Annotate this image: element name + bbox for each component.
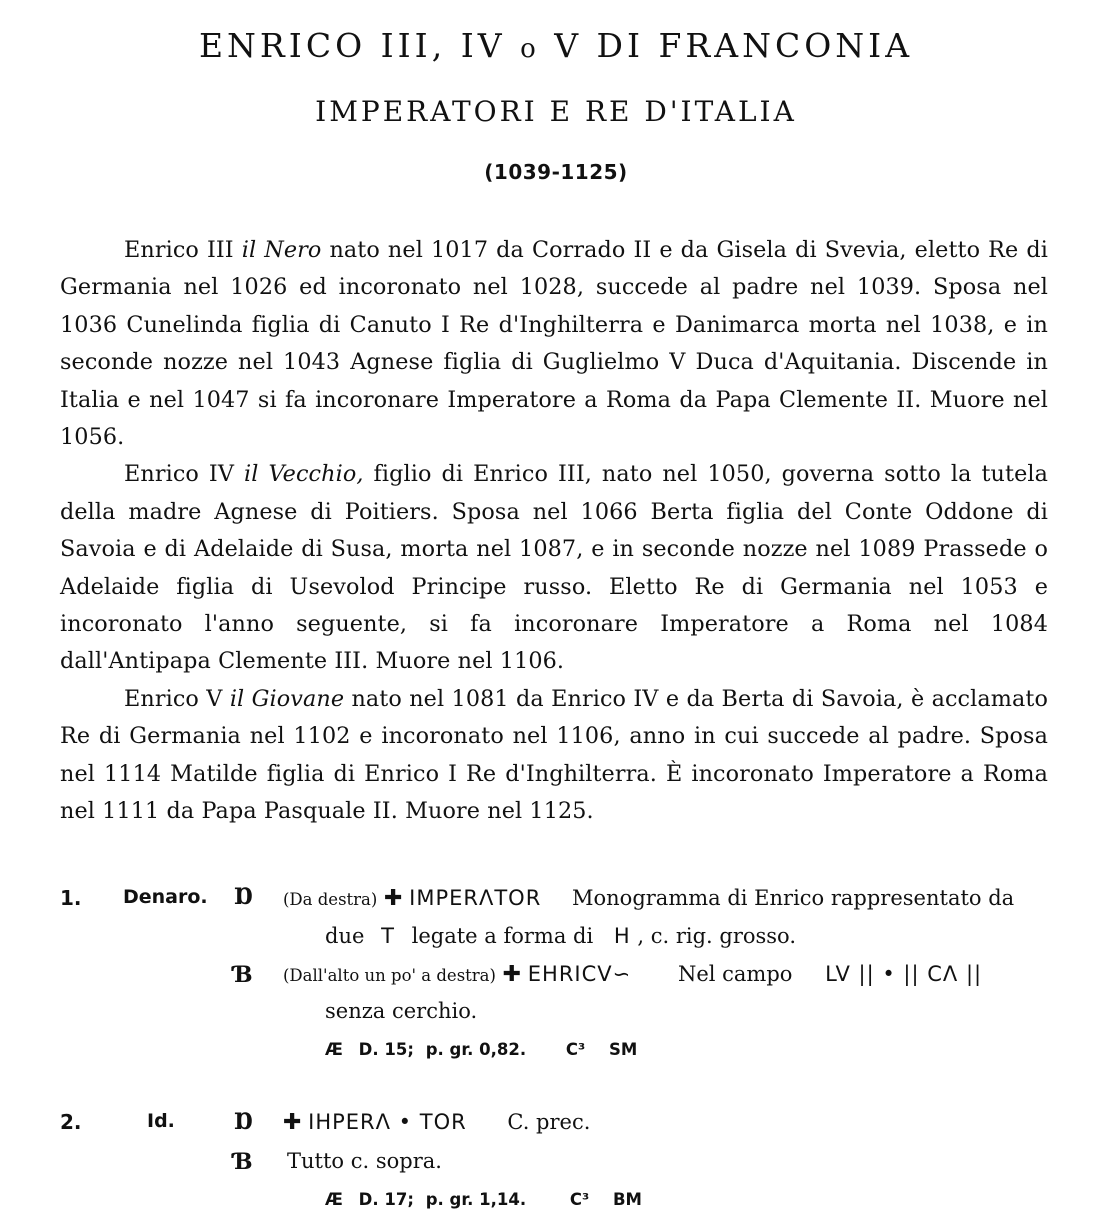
cross-icon: ✚ [502, 962, 522, 987]
reverse-note: (Dall'alto un po' a destra) [283, 966, 496, 985]
paragraph-enrico-v [60, 681, 1048, 831]
italic-epithet: il Vecchio, [244, 461, 364, 488]
text-segment: due [325, 924, 365, 948]
weight: p. gr. 0,82. [425, 1040, 527, 1059]
reverse-symbol: Ɓ [234, 962, 253, 988]
date-range: (1039-1125) [484, 160, 628, 184]
text-segment: Enrico III [124, 237, 242, 263]
text-segment: figlio di Enrico III, nato nel 1050, governa sotto la tutela della madre Agnese di Poitiers. Sposa nel 1066 Berta figlia del Conte Oddone di Savoia e di Adelaide di Susa, morta nel 1087, e in seconde nozze nel 1089 Prassede o Adelaide figlia di Usevolod Principe russo. Eletto Re di Germania nel 1053 e incoronato l'anno seguente, si fa incoronare Imperatore a Roma nel 1084 dall'Antipapa Clemente III. Muore nel 1106. [60, 461, 1048, 675]
entry-number: 1. [60, 886, 82, 910]
obverse-symbol: Ɒ [234, 884, 253, 910]
letter-t: T [381, 924, 395, 948]
obverse-line-1 [283, 1110, 590, 1135]
italic-epithet: il Nero [241, 237, 322, 263]
entry-number: 2. [60, 1110, 82, 1134]
text-segment: legate a forma di [411, 924, 594, 948]
diameter: D. 15; [358, 1040, 414, 1059]
biography-text [60, 232, 1048, 831]
reverse-line-1 [283, 962, 982, 987]
coin-metadata [325, 1040, 637, 1059]
obverse-line-1 [283, 886, 1014, 911]
obverse-description: Monogramma di Enrico rappresentato da [572, 886, 1015, 910]
obverse-symbol: Ɒ [234, 1109, 253, 1135]
title-part2: V DI FRANCONIA [554, 26, 914, 65]
coin-metadata [325, 1190, 642, 1209]
entry-name: Id. [147, 1110, 175, 1132]
title-conjunction: o [520, 34, 540, 64]
italic-epithet: il Giovane [229, 685, 345, 712]
text-segment: Enrico IV [124, 461, 245, 488]
reverse-symbol: Ɓ [234, 1149, 253, 1175]
reverse-line-1: Tutto c. sopra. [287, 1149, 442, 1173]
obverse-legend: IHPERΛ • TOR [308, 1110, 467, 1134]
collection: SM [608, 1040, 638, 1059]
title-part1: ENRICO III, IV [198, 26, 506, 65]
rarity: C³ [569, 1190, 590, 1209]
text-segment: nato nel 1017 da Corrado II e da Gisela di Svevia, eletto Re di Germania nel 1026 ed incoronato nel 1028, succede al padre nel 1039. Sposa nel 1036 Cunelinda figlia di Canuto I Re d'Inghilterra e Danimarca morta nel 1038, e in seconde nozze nel 1043 Agnese figlia di Guglielmo V Duca d'Aquitania. Discende in Italia e nel 1047 si fa incoronare Imperatore a Roma da Papa Clemente II. Muore nel 1056. [60, 237, 1048, 451]
field-label: Nel campo [677, 962, 793, 986]
diameter: D. 17; [358, 1190, 414, 1209]
paragraph-enrico-iv [60, 456, 1048, 680]
weight: p. gr. 1,14. [425, 1190, 527, 1209]
collection: BM [612, 1190, 642, 1209]
text-segment: Enrico V [124, 685, 230, 712]
reverse-line-2: senza cerchio. [325, 999, 478, 1023]
obverse-line-2 [325, 924, 796, 948]
cross-icon: ✚ [283, 1110, 302, 1135]
paragraph-enrico-iii [60, 232, 1048, 456]
page-subtitle: IMPERATORI E RE D'ITALIA [315, 95, 797, 128]
text-segment: nato nel 1081 da Enrico IV e da Berta di Savoia, è acclamato Re di Germania nel 1102 e incoronato nel 1106, anno in cui succede al padre. Sposa nel 1114 Matilde figlia di Enrico I Re d'Inghilterra. È incoronato Imperatore a Roma nel 1111 da Papa Pasquale II. Muore nel 1125. [60, 685, 1048, 825]
obverse-description: C. prec. [507, 1110, 591, 1134]
entry-name: Denaro. [123, 886, 208, 908]
obverse-legend: IMPERΛTOR [409, 886, 542, 910]
cross-icon: ✚ [384, 886, 403, 911]
letter-h: H [613, 924, 631, 948]
rarity: C³ [565, 1040, 586, 1059]
text-segment: , c. rig. grosso. [637, 924, 796, 948]
metal-symbol: Æ [325, 1190, 343, 1209]
reverse-legend: EHRICV∽ [527, 962, 632, 986]
obverse-note: (Da destra) [283, 890, 378, 909]
field-legend: LV || • || CΛ || [825, 962, 983, 986]
page-title [0, 26, 1112, 65]
metal-symbol: Æ [325, 1040, 343, 1059]
